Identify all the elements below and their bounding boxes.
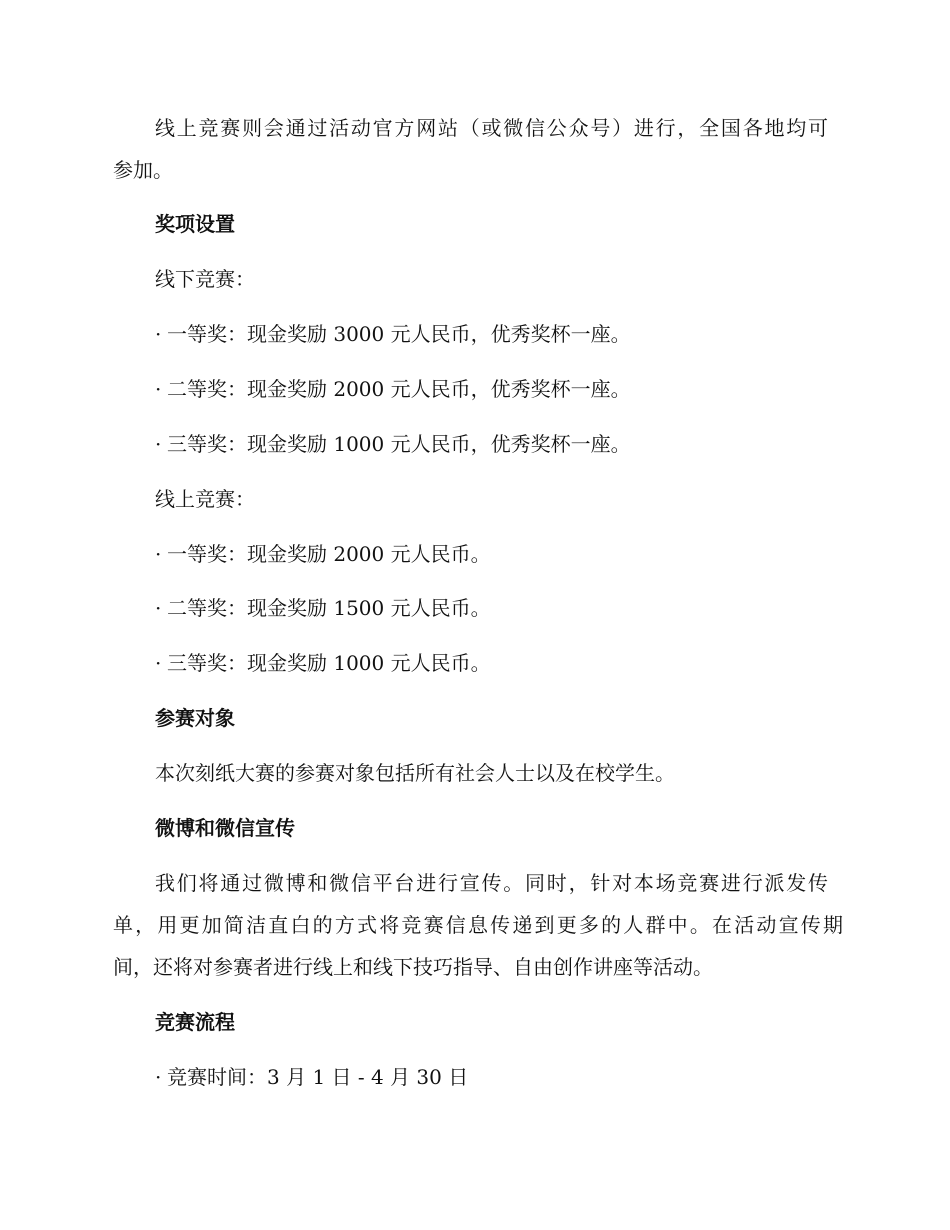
bullet: · xyxy=(155,542,162,566)
heading-promotion: 微博和微信宣传 xyxy=(155,816,295,840)
paragraph-promotion-line-2: 单，用更加简洁直白的方式将竞赛信息传递到更多的人群中。在活动宣传期 xyxy=(113,913,843,937)
bullet: · xyxy=(155,432,162,456)
paragraph-promotion-line-3: 间，还将对参赛者进行线上和线下技巧指导、自由创作讲座等活动。 xyxy=(113,955,713,979)
list-item-text: 二等奖：现金奖励 2000 元人民币，优秀奖杯一座。 xyxy=(167,377,631,401)
list-item-online-second xyxy=(155,594,885,622)
label-online-competition: 线上竞赛： xyxy=(155,487,255,511)
list-item-offline-first xyxy=(155,320,885,348)
heading-participants: 参赛对象 xyxy=(155,706,235,730)
list-item-text: 二等奖：现金奖励 1500 元人民币。 xyxy=(167,596,491,620)
bullet: · xyxy=(155,596,162,620)
paragraph-promotion-line-1: 我们将通过微博和微信平台进行宣传。同时，针对本场竞赛进行派发传 xyxy=(155,871,828,895)
bullet: · xyxy=(155,651,162,675)
paragraph-online-intro-line-2: 参加。 xyxy=(113,158,173,182)
list-item-text: 一等奖：现金奖励 3000 元人民币，优秀奖杯一座。 xyxy=(167,322,631,346)
paragraph-online-intro-line-1: 线上竞赛则会通过活动官方网站（或微信公众号）进行，全国各地均可 xyxy=(155,116,828,140)
label-offline-competition: 线下竞赛： xyxy=(155,267,255,291)
bullet: · xyxy=(155,322,162,346)
list-item-offline-second xyxy=(155,375,885,403)
list-item-text: 一等奖：现金奖励 2000 元人民币。 xyxy=(167,542,491,566)
heading-awards: 奖项设置 xyxy=(155,212,235,236)
list-item-text: 竞赛时间：3 月 1 日 - 4 月 30 日 xyxy=(167,1065,469,1089)
list-item-offline-third xyxy=(155,430,885,458)
bullet: · xyxy=(155,1065,162,1089)
paragraph-participants: 本次刻纸大赛的参赛对象包括所有社会人士以及在校学生。 xyxy=(155,761,675,785)
list-item-online-third xyxy=(155,649,885,677)
heading-process: 竞赛流程 xyxy=(155,1010,235,1034)
list-item-text: 三等奖：现金奖励 1000 元人民币，优秀奖杯一座。 xyxy=(167,432,631,456)
list-item-online-first xyxy=(155,540,885,568)
bullet: · xyxy=(155,377,162,401)
list-item-text: 三等奖：现金奖励 1000 元人民币。 xyxy=(167,651,491,675)
list-item-process-time xyxy=(155,1063,885,1091)
